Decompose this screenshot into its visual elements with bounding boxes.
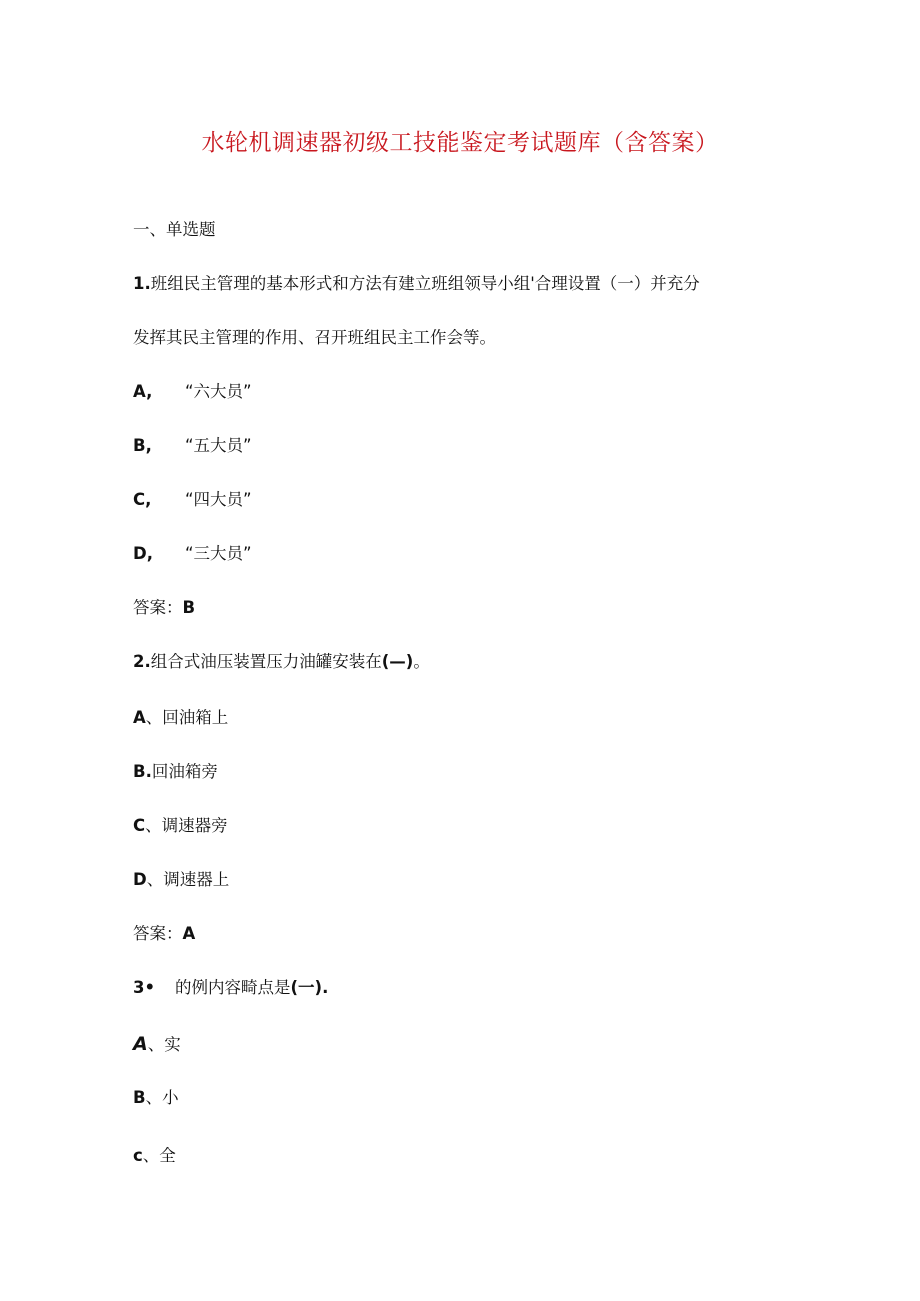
document-title: 水轮机调速器初级工技能鉴定考试题库（含答案） <box>201 130 719 156</box>
option-letter: B. <box>133 762 152 781</box>
question-2-text: 组合式油压装置压力油罐安装在 <box>150 652 382 671</box>
option-text: 、调速器旁 <box>145 816 228 835</box>
question-3-option-b <box>133 1087 179 1109</box>
option-letter: D <box>133 870 147 889</box>
question-2-option-c <box>133 815 228 837</box>
option-text: “四大员” <box>185 490 252 509</box>
option-text: “三大员” <box>185 544 252 563</box>
question-2-end: 。 <box>413 652 430 671</box>
question-2-option-d <box>133 869 229 891</box>
option-letter: A <box>133 1033 148 1055</box>
question-2-blank: (—) <box>381 652 414 671</box>
option-text: 、实 <box>147 1035 181 1054</box>
question-1-option-b <box>133 435 252 457</box>
question-2-answer <box>133 923 195 945</box>
question-3-blank: (一). <box>290 978 329 997</box>
option-text: “五大员” <box>185 436 252 455</box>
question-1-number: 1. <box>133 274 151 293</box>
option-text: 、小 <box>145 1088 179 1107</box>
question-1-option-d <box>133 543 252 565</box>
question-1-text-1: 班组民主管理的基本形式和方法有建立班组领导小组'合理设置（一）并充分 <box>150 274 700 293</box>
question-1-answer <box>133 597 195 619</box>
option-text: 回油箱旁 <box>151 762 218 781</box>
option-letter: D, <box>133 544 153 563</box>
question-2-number: 2. <box>133 652 151 671</box>
option-letter: B, <box>133 436 152 455</box>
option-text: 、回油箱上 <box>145 708 229 727</box>
option-letter: A <box>133 708 146 727</box>
option-letter: A, <box>133 382 153 401</box>
option-text: 、全 <box>142 1146 176 1165</box>
section-heading: 一、单选题 <box>133 220 216 239</box>
question-2-option-b <box>133 761 218 783</box>
question-3-number: 3• <box>133 978 156 997</box>
question-3-option-a <box>133 1033 181 1056</box>
question-1-option-a <box>133 381 252 403</box>
answer-value: B <box>182 598 196 617</box>
option-text: “六大员” <box>185 382 252 401</box>
answer-label: 答案： <box>133 924 183 943</box>
option-text: 、调速器上 <box>146 870 230 889</box>
question-2-option-a <box>133 707 228 729</box>
question-1-line-2: 发挥其民主管理的作用、召开班组民主工作会等。 <box>133 328 496 347</box>
question-2-line-1 <box>133 651 430 673</box>
question-3-line-1 <box>133 977 328 999</box>
question-3-text: 的例内容畸点是 <box>175 978 291 997</box>
answer-label: 答案： <box>133 598 183 617</box>
question-3-option-c <box>133 1145 176 1167</box>
answer-value: A <box>182 924 196 943</box>
option-letter: C, <box>133 490 152 509</box>
question-1-line-1 <box>133 273 700 295</box>
option-letter: B <box>133 1088 146 1107</box>
question-1-option-c <box>133 489 252 511</box>
option-letter: c <box>133 1146 143 1165</box>
option-letter: C <box>133 816 146 835</box>
